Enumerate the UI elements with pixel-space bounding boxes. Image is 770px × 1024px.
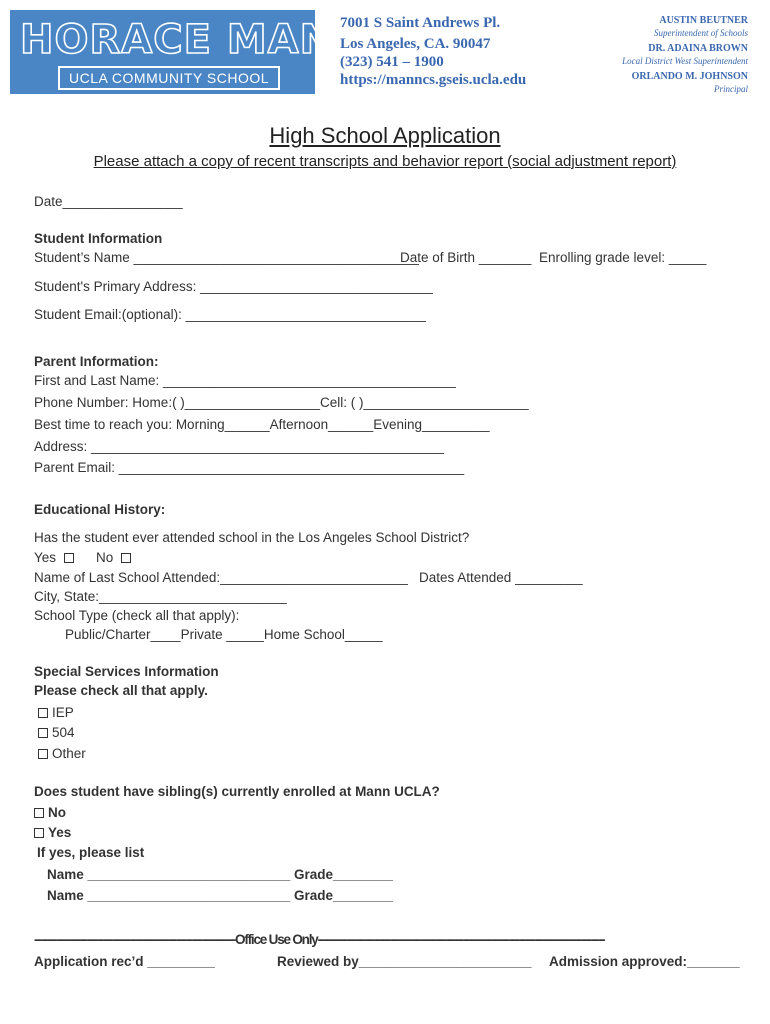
yes-label: Yes: [34, 550, 57, 565]
staff-role-district: Local District West Superintendent: [622, 56, 748, 66]
address-line1: 7001 S Saint Andrews Pl.: [340, 15, 501, 31]
page-subtitle: Please attach a copy of recent transcripts and behavior report (social adjustment report): [93, 153, 677, 170]
special-services-heading: Special Services Information: [34, 664, 219, 679]
office-use-divider: -------------------------------------------------------------Office Use Only---------------------------------------------------------------------------------------: [34, 932, 605, 947]
enrolling-grade-field[interactable]: Enrolling grade level: _____: [539, 250, 707, 265]
city-state-field[interactable]: City, State:_________________________: [34, 589, 287, 604]
sibling-entry-1[interactable]: Name ___________________________ Grade________: [47, 867, 394, 882]
special-option-504[interactable]: [38, 725, 75, 740]
education-heading: Educational History:: [34, 502, 166, 517]
siblings-no-checkbox[interactable]: [34, 808, 44, 818]
special-services-instruction: Please check all that apply.: [34, 683, 208, 698]
student-name-field[interactable]: Student’s Name ______________________________________: [34, 250, 419, 265]
best-time-field[interactable]: Best time to reach you: Morning______Afternoon______Evening_________: [34, 417, 490, 432]
parent-phone-field[interactable]: Phone Number: Home:( )__________________Cell: ( )______________________: [34, 395, 529, 410]
siblings-list-prompt: If yes, please list: [37, 845, 145, 860]
date-field[interactable]: Date________________: [34, 194, 183, 209]
iep-label: IEP: [52, 705, 74, 720]
siblings-yes-checkbox[interactable]: [34, 828, 44, 838]
student-info-heading: Student Information: [34, 231, 163, 246]
special-option-iep[interactable]: [38, 705, 74, 720]
no-label: No: [96, 550, 114, 565]
siblings-no-option[interactable]: [34, 805, 66, 820]
logo-title: HORACE MANN: [20, 17, 369, 63]
parent-address-field[interactable]: Address: _______________________________________________: [34, 439, 444, 454]
yes-checkbox[interactable]: [64, 553, 74, 563]
siblings-no-label: No: [48, 805, 66, 820]
page-title: High School Application: [269, 123, 501, 148]
student-address-field[interactable]: Student's Primary Address: _______________________________: [34, 279, 433, 294]
no-checkbox[interactable]: [121, 553, 131, 563]
lausd-question: Has the student ever attended school in the Los Angeles School District?: [34, 530, 470, 545]
504-label: 504: [52, 725, 75, 740]
website-link[interactable]: https://manncs.gseis.ucla.edu: [340, 72, 527, 88]
siblings-yes-option[interactable]: [34, 825, 71, 840]
logo-subtitle: UCLA COMMUNITY SCHOOL: [68, 70, 270, 86]
school-type-options[interactable]: Public/Charter____Private _____Home School_____: [65, 627, 383, 642]
siblings-question: Does student have sibling(s) currently enrolled at Mann UCLA?: [34, 784, 440, 799]
school-logo: [10, 10, 369, 94]
dates-attended-field[interactable]: Dates Attended _________: [419, 570, 583, 585]
iep-checkbox[interactable]: [38, 708, 48, 718]
date-of-birth-field[interactable]: Date of Birth _______: [400, 250, 532, 265]
reviewed-by-field[interactable]: Reviewed by_______________________: [277, 954, 532, 969]
application-received-field[interactable]: Application rec’d _________: [34, 954, 215, 969]
admission-approved-field[interactable]: Admission approved:_______: [549, 954, 740, 969]
siblings-yes-label: Yes: [48, 825, 72, 840]
sibling-entry-2[interactable]: Name ___________________________ Grade________: [47, 888, 394, 903]
student-email-field[interactable]: Student Email:(optional): ________________________________: [34, 307, 426, 322]
special-option-other[interactable]: [38, 746, 86, 761]
staff-name-district: DR. ADAINA BROWN: [648, 43, 748, 54]
other-checkbox[interactable]: [38, 749, 48, 759]
staff-name-superintendent: AUSTIN BEUTNER: [659, 15, 748, 26]
parent-email-field[interactable]: Parent Email: ______________________________________________: [34, 460, 465, 475]
504-checkbox[interactable]: [38, 728, 48, 738]
lausd-no-option[interactable]: [96, 550, 135, 565]
phone-number: (323) 541 – 1900: [340, 54, 444, 70]
parent-info-heading: Parent Information:: [34, 354, 159, 369]
staff-role-principal: Principal: [714, 84, 748, 94]
staff-role-superintendent: Superintendent of Schools: [654, 28, 748, 38]
staff-name-principal: ORLANDO M. JOHNSON: [631, 71, 748, 82]
last-school-field[interactable]: Name of Last School Attended:_________________________: [34, 570, 408, 585]
school-type-label: School Type (check all that apply):: [34, 608, 240, 623]
other-label: Other: [52, 746, 86, 761]
address-line2: Los Angeles, CA. 90047: [340, 36, 491, 52]
parent-name-field[interactable]: First and Last Name: _______________________________________: [34, 373, 456, 388]
lausd-yes-option[interactable]: [34, 550, 78, 565]
logo-subtitle-box: [58, 66, 280, 90]
